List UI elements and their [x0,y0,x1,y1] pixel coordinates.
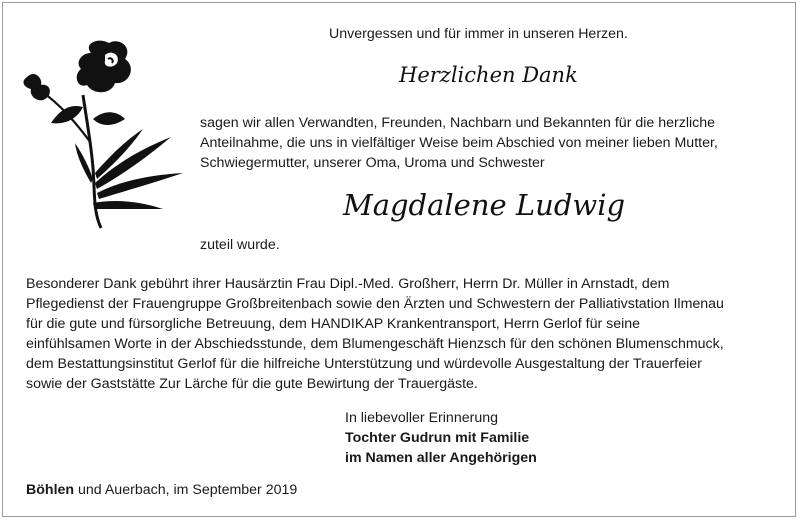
rose-icon [21,33,191,233]
thanks-line-4: einfühlsamen Worte in der Abschiedsstunde, dem Blumengeschäft Hienzsch für den schönen Blumenschmuck, [26,336,724,352]
header-line: Unvergessen und für immer in unseren Herzen. [329,26,628,42]
thanks-line-1: Besonderer Dank gebührt ihrer Hausärztin Frau Dipl.-Med. Großherr, Herrn Dr. Müller in Arnstadt, dem [26,276,670,292]
signature-line-1: Tochter Gudrun mit Familie [345,430,530,446]
deceased-name: Magdalene Ludwig [343,188,626,222]
place-bold: Böhlen [26,482,75,498]
thanks-line-3: für die gute und fürsorgliche Betreuung, dem HANDIKAP Krankentransport, Herrn Gerlof für seine [26,316,641,332]
intro-line-1: sagen wir allen Verwandten, Freunden, Nachbarn und Bekannten für die herzliche [200,115,716,131]
intro-line-2: Anteilnahme, die uns in vielfältiger Weise beim Abschied von meiner lieben Mutter, [200,135,718,151]
signature-line-2: im Namen aller Angehörigen [345,450,537,466]
after-name-text: zuteil wurde. [200,237,280,253]
thanks-line-2: Pflegedienst der Frauengruppe Großbreitenbach sowie den Ärzten und Schwestern der Palliativstation Ilmenau [26,296,724,312]
place-date [26,481,297,500]
place-date-rest: und Auerbach, im September 2019 [74,482,298,498]
thanks-line-6: sowie der Gaststätte Zur Lärche für die gute Bewirtung der Trauergäste. [26,376,478,392]
intro-line-3: Schwiegermutter, unserer Oma, Uroma und Schwester [200,155,545,171]
thanks-line-5: dem Bestattungsinstitut Gerlof für die hilfreiche Unterstützung und würdevolle Ausgestaltung der Trauerfeier [26,356,702,372]
title-herzlichen-dank: Herzlichen Dank [399,63,578,87]
signature-intro: In liebevoller Erinnerung [345,410,499,426]
obituary-card [2,2,796,517]
